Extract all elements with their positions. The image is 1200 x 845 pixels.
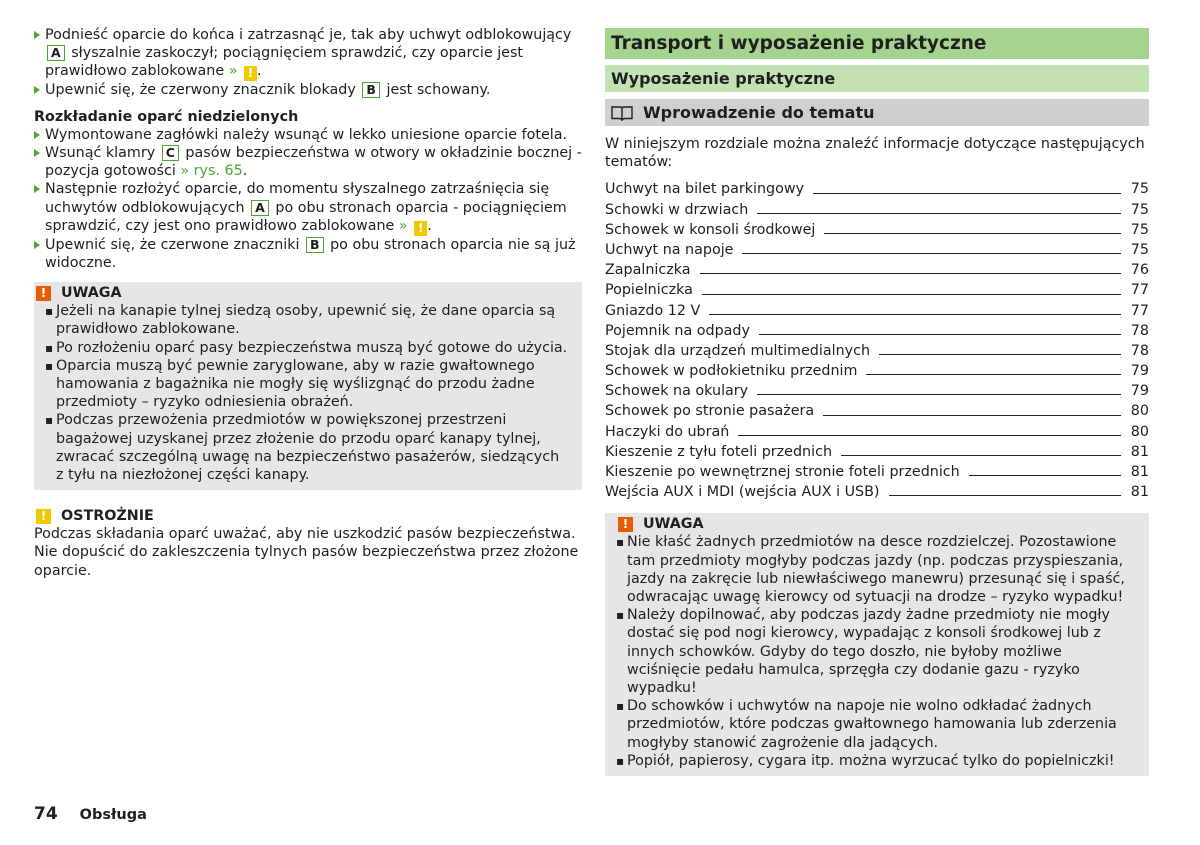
toc-entry[interactable] xyxy=(605,300,1149,320)
toc-page: 81 xyxy=(1130,464,1149,481)
toc-label: Schowek w podłokietniku przednim xyxy=(605,363,858,380)
warning-icon: ! xyxy=(618,517,633,532)
cross-reference-link[interactable]: » xyxy=(398,217,408,234)
intro-text: W niniejszym rozdziale można znaleźć informacje dotyczące następujących tematów: xyxy=(605,136,1145,171)
key-label: B xyxy=(362,82,380,98)
step-item: Następnie rozłożyć oparcie, do momentu słyszalnego zatrzaśnięcia się uchwytów odblokowujących A po obu stronach oparcia - pociągnięciem sprawdzić, czy jest ono prawidłowo zablokowane » ! . xyxy=(34,180,582,235)
subheading: Rozkładanie oparć niedzielonych xyxy=(34,108,299,125)
caution-icon: ! xyxy=(414,221,427,236)
toc-leader xyxy=(709,314,1121,315)
toc-page: 75 xyxy=(1130,221,1149,238)
toc-entry[interactable] xyxy=(605,239,1149,259)
key-label: A xyxy=(47,45,65,61)
toc-label: Kieszenie po wewnętrznej stronie foteli przednich xyxy=(605,464,960,481)
toc-label: Schowek w konsoli środkowej xyxy=(605,221,816,238)
toc-page: 79 xyxy=(1130,363,1149,380)
footer-section: Obsługa xyxy=(79,807,147,823)
toc-entry[interactable] xyxy=(605,421,1149,441)
warning-item: ▪ Nie kłaść żadnych przedmiotów na desce rozdzielczej. Pozostawione tam przedmioty mogłyby podczas jazdy (np. podczas przyspieszania, jazdy na zakręcie lub niewłaściwego manewru) przesunąć się i spaść, odwracając uwagę kierowcy od sytuacji na drodze – ryzyko wypadku! xyxy=(616,533,1135,606)
chapter-title: Transport i wyposażenie praktyczne xyxy=(605,28,1149,59)
toc-leader xyxy=(700,273,1121,274)
toc-label: Uchwyt na napoje xyxy=(605,241,734,258)
toc-leader xyxy=(969,475,1121,476)
toc-leader xyxy=(742,253,1121,254)
toc-entry[interactable] xyxy=(605,320,1149,340)
caution-text: Podczas składania oparć uważać, aby nie uszkodzić pasów bezpieczeństwa. Nie dopuścić do zakleszczenia tylnych pasów bezpieczeństwa przez złożone oparcie. xyxy=(34,526,579,579)
toc-entry[interactable] xyxy=(605,219,1149,239)
toc-label: Stojak dla urządzeń multimedialnych xyxy=(605,342,871,359)
toc-entry[interactable] xyxy=(605,340,1149,360)
caution-icon: ! xyxy=(36,509,51,524)
toc-leader xyxy=(702,294,1121,295)
warning-title: UWAGA xyxy=(61,285,122,302)
toc-page: 78 xyxy=(1130,342,1149,359)
toc-page: 81 xyxy=(1130,484,1149,501)
warning-title: UWAGA xyxy=(643,516,704,533)
toc-page: 80 xyxy=(1130,423,1149,440)
toc-leader xyxy=(759,334,1121,335)
warning-item: ▪ Oparcia muszą być pewnie zaryglowane, aby w razie gwałtownego hamowania z bagażnika nie mogły się wyślizgnąć do przodu żadne przedmioty – ryzyko odniesienia obrażeń. xyxy=(45,357,568,412)
warning-item: ▪ Po rozłożeniu oparć pasy bezpieczeństwa muszą być gotowe do użycia. xyxy=(45,339,568,357)
step-item: Upewnić się, że czerwone znaczniki B po obu stronach oparcia nie są już widoczne. xyxy=(34,236,582,272)
warning-item: ▪ Do schowków i uchwytów na napoje nie wolno odkładać żadnych przedmiotów, które podczas gwałtownego hamowania lub zderzenia mogłyby stanowić zagrożenie dla jadących. xyxy=(616,697,1135,752)
toc-leader xyxy=(757,213,1121,214)
toc-page: 75 xyxy=(1130,181,1149,198)
toc-page: 79 xyxy=(1130,383,1149,400)
warning-icon: ! xyxy=(36,286,51,301)
toc-entry[interactable] xyxy=(605,178,1149,198)
toc-leader xyxy=(866,374,1121,375)
warning-item: ▪ Należy dopilnować, aby podczas jazdy żadne przedmioty nie mogły dostać się pod nogi kierowcy, wypadając z konsoli środkowej lub z innych schowków. Gdyby do tego doszło, nie byłoby możliwe wciśnięcie pedału hamulca, sprzęgła czy dodanie gazu - ryzyko wypadku! xyxy=(616,606,1135,697)
caution-icon: ! xyxy=(244,66,257,81)
cross-reference-link[interactable]: » xyxy=(228,63,238,80)
toc-entry[interactable] xyxy=(605,259,1149,279)
warning-item: ▪ Podczas przewożenia przedmiotów w powiększonej przestrzeni bagażowej uzyskanej przez złożenie do przodu oparć kanapy tylnej, zwracać szczególną uwagę na bezpieczeństwo pasażerów, siedzących z tyłu na niezłożonej części kanapy. xyxy=(45,411,568,484)
toc-label: Schowki w drzwiach xyxy=(605,201,749,218)
toc-entry[interactable] xyxy=(605,380,1149,400)
page-number: 74 xyxy=(34,804,58,824)
warning-header xyxy=(616,515,1135,533)
toc-entry[interactable] xyxy=(605,279,1149,299)
toc-leader xyxy=(824,233,1121,234)
toc-label: Schowek na okulary xyxy=(605,383,749,400)
caution-header xyxy=(34,507,582,525)
page-footer xyxy=(34,805,147,824)
warning-item: ▪ Popiół, papierosy, cygara itp. można wyrzucać tylko do popielniczki! xyxy=(616,752,1135,770)
key-label: C xyxy=(162,145,179,161)
toc-leader xyxy=(813,193,1121,194)
toc-leader xyxy=(757,394,1121,395)
toc-page: 75 xyxy=(1130,201,1149,218)
toc-page: 81 xyxy=(1130,443,1149,460)
toc-page: 80 xyxy=(1130,403,1149,420)
intro-heading: Wprowadzenie do tematu xyxy=(605,99,1149,126)
toc-leader xyxy=(879,354,1121,355)
toc-label: Zapalniczka xyxy=(605,262,691,279)
key-label: A xyxy=(251,200,269,216)
toc-page: 78 xyxy=(1130,322,1149,339)
toc-label: Uchwyt na bilet parkingowy xyxy=(605,181,805,198)
toc-entry[interactable] xyxy=(605,461,1149,481)
toc-label: Schowek po stronie pasażera xyxy=(605,403,815,420)
step-item: Upewnić się, że czerwony znacznik blokady B jest schowany. xyxy=(34,81,582,99)
caution-box xyxy=(34,507,582,580)
toc-leader xyxy=(841,455,1121,456)
toc-label: Gniazdo 12 V xyxy=(605,302,701,319)
warning-item: ▪ Jeżeli na kanapie tylnej siedzą osoby, upewnić się, że dane oparcia są prawidłowo zablokowane. xyxy=(45,302,568,338)
toc-leader xyxy=(889,495,1121,496)
toc-label: Kieszenie z tyłu foteli przednich xyxy=(605,443,833,460)
book-icon xyxy=(611,105,633,121)
key-label: B xyxy=(306,237,324,253)
toc-label: Pojemnik na odpady xyxy=(605,322,750,339)
step-item: Wsunąć klamry C pasów bezpieczeństwa w otwory w okładzinie bocznej - pozycja gotowości » rys. 65. xyxy=(34,144,582,180)
topic-list xyxy=(605,178,1149,501)
toc-page: 75 xyxy=(1130,241,1149,258)
warning-header xyxy=(34,284,568,302)
toc-entry[interactable] xyxy=(605,441,1149,461)
toc-entry[interactable] xyxy=(605,199,1149,219)
toc-page: 77 xyxy=(1130,282,1149,299)
step-item: Podnieść oparcie do końca i zatrzasnąć je, tak aby uchwyt odblokowujący A słyszalnie zaskoczył; pociągnięciem sprawdzić, czy oparcie jest prawidłowo zablokowane » ! . xyxy=(34,26,582,81)
warning-box xyxy=(34,282,582,490)
caution-title: OSTROŻNIE xyxy=(61,508,154,525)
step-item: Wymontowane zagłówki należy wsunąć w lekko uniesione oparcie fotela. xyxy=(34,126,582,144)
toc-entry[interactable] xyxy=(605,481,1149,501)
toc-page: 76 xyxy=(1130,262,1149,279)
toc-entry[interactable] xyxy=(605,360,1149,380)
toc-label: Popielniczka xyxy=(605,282,693,299)
toc-leader xyxy=(823,415,1121,416)
toc-page: 77 xyxy=(1130,302,1149,319)
warning-box xyxy=(605,513,1149,776)
toc-label: Wejścia AUX i MDI (wejścia AUX i USB) xyxy=(605,484,880,501)
toc-label: Haczyki do ubrań xyxy=(605,423,730,440)
section-title: Wyposażenie praktyczne xyxy=(605,65,1149,92)
figure-reference-link[interactable]: » rys. 65 xyxy=(180,163,243,180)
toc-leader xyxy=(738,435,1121,436)
left-column xyxy=(34,26,582,580)
right-column xyxy=(605,28,1149,776)
toc-entry[interactable] xyxy=(605,400,1149,420)
